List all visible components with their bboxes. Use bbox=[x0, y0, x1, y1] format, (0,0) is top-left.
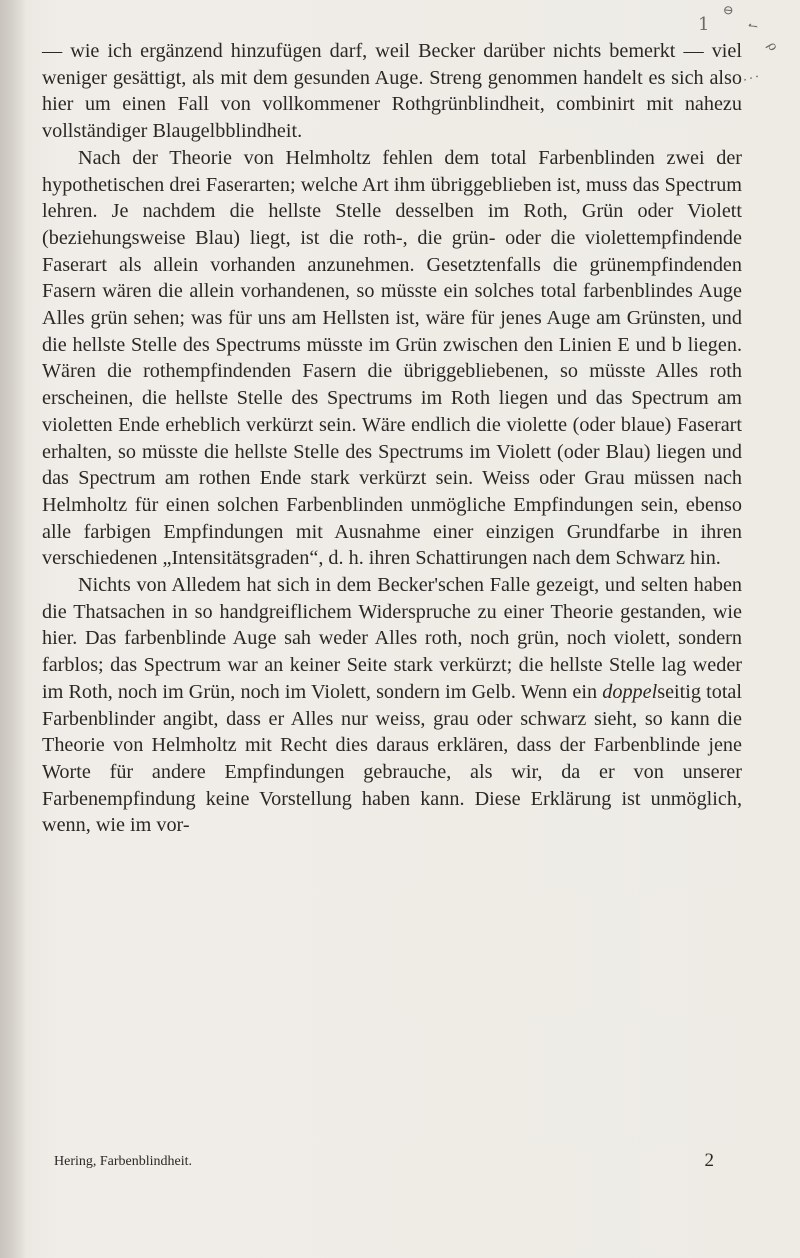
corner-stamp-mark: 1 ⊘ ✓ ρ ⋰ bbox=[698, 1, 781, 89]
top-page-number: 1 bbox=[698, 14, 710, 35]
body-text bbox=[42, 38, 742, 839]
paragraph-2: Nach der Theorie von Helmholtz fehlen dem total Farbenblinden zwei der hypothetischen drei Faserarten; welche Art ihm übriggeblieben ist, muss das Spectrum lehren. Je nachdem die hellste Stelle desselben im Roth, Grün oder Violett (beziehungsweise Blau) liegt, ist die roth-, die grün- oder die violettempfindende Faserart als allein vorhanden anzunehmen. Gesetztenfalls die grünempfindenden Fasern wären die allein vorhandenen, so müsste ein solches total farbenblindes Auge Alles grün sehen; was für uns am Hellsten ist, wäre für jenes Auge am Grünsten, und die hellste Stelle des Spectrums müsste im Grün zwischen den Linien E und b liegen. Wären die rothempfindenden Fasern die übriggebliebenen, so müsste Alles roth erscheinen, die hellste Stelle des Spectrums im Roth liegen und das Spectrum am violetten Ende erheblich verkürzt sein. Wäre endlich die violette (oder blaue) Faserart erhalten, so müsste die hellste Stelle des Spectrums im Violett (oder Blau) liegen und das Spectrum am rothen Ende stark verkürzt sein. Weiss oder Grau müssen nach Helmholtz für einen solchen Farbenblinden unmögliche Empfindungen sein, ebenso alle farbigen Empfindungen mit Ausnahme einer einzigen Grundfarbe in ihren verschiedenen „Intensitätsgraden“, d. h. ihren Schattirungen nach dem Schwarz hin. bbox=[42, 146, 742, 570]
binding-shadow bbox=[0, 0, 26, 1258]
paragraph-1: — wie ich ergänzend hinzufügen darf, weil Becker darüber nichts bemerkt — viel weniger gesättigt, als mit dem gesunden Auge. Streng genommen handelt es sich also hier um einen Fall von vollkommener Rothgrünblindheit, combinirt mit nahezu vollständiger Blaugelbblindheit. bbox=[42, 40, 742, 143]
paragraph-3 bbox=[42, 572, 742, 839]
paragraph-3-end: seitig total Farbenblinder angibt, dass er Alles nur weiss, grau oder schwarz sieht, so kann die Theorie von Helmholtz mit Recht dies daraus erklären, dass der Farbenblinde jene Worte für andere Empfindungen gebrauche, als wir, da er von unserer Farbenempfindung keine Vorstellung haben kann. Diese Erklärung ist unmöglich, wenn, wie im vor- bbox=[42, 680, 742, 837]
footer-page-number: 2 bbox=[704, 1150, 714, 1171]
footer-running-title: Hering, Farbenblindheit. bbox=[54, 1154, 193, 1169]
italic-emphasis: doppel bbox=[602, 680, 658, 703]
paragraph-3-start: Nichts von Alledem hat sich in dem Becker'schen Falle gezeigt, und selten haben die Thatsachen in so handgreiflichem Widerspruche zu einer Theorie gestanden, wie hier. Das farbenblinde Auge sah weder Alles roth, noch grün, noch violett, sondern farblos; das Spectrum war an keiner Seite stark verkürzt; die hellste Stelle lag weder im Roth, noch im Grün, noch im Violett, sondern im Gelb. Wenn ein bbox=[42, 574, 742, 703]
